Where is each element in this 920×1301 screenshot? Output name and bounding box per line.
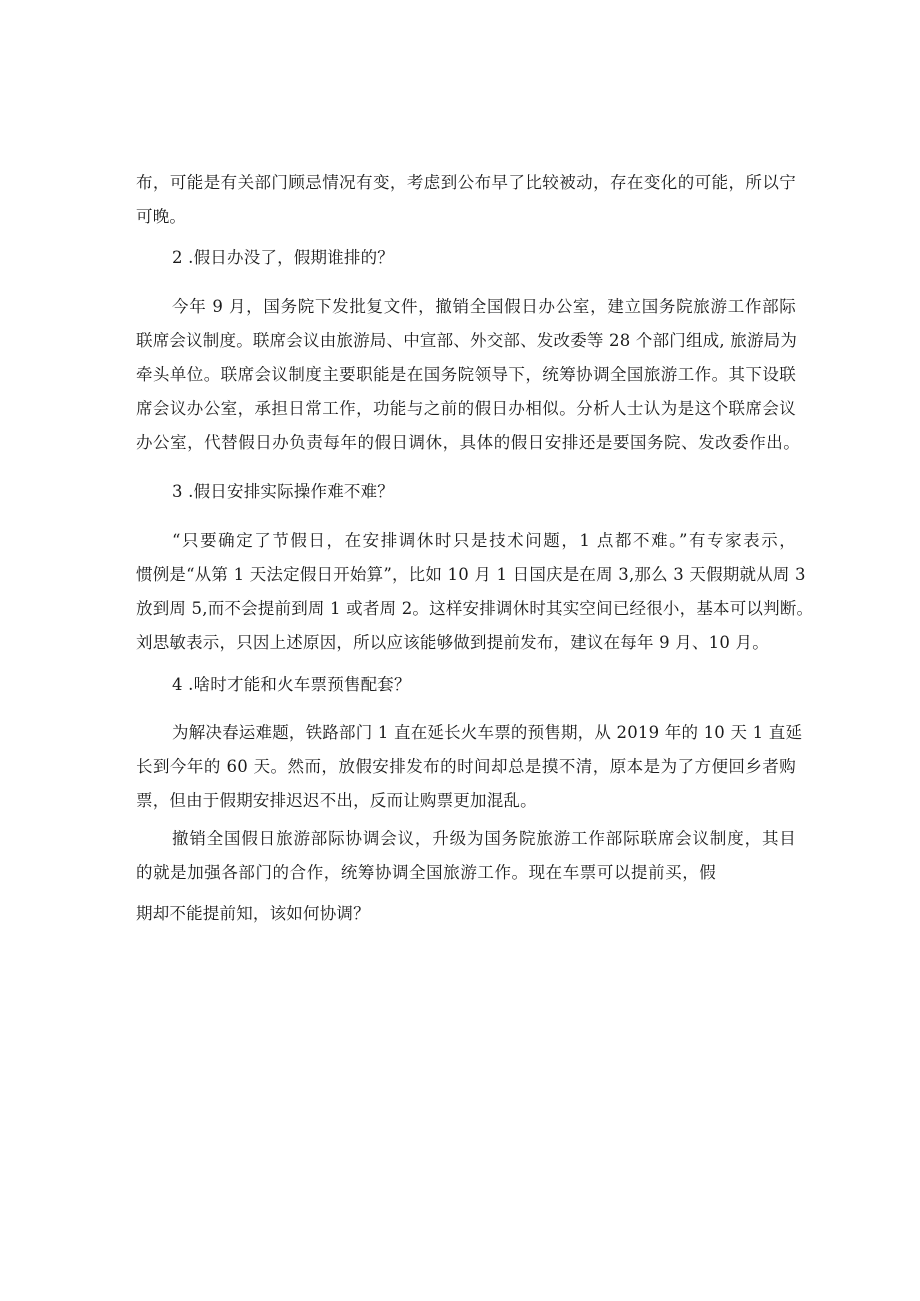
paragraph-3-line-2: 惯例是“从第 1 天法定假日开始算”，比如 10 月 1 日国庆是在周 3,那么 3 天假期就从周 3 <box>136 565 806 584</box>
paragraph-5-line-2: 的就是加强各部门的合作，统筹协调全国旅游工作。现在车票可以提前买，假 <box>136 863 716 882</box>
paragraph-2-line-5: 办公室，代替假日办负责每年的假日调休，具体的假日安排还是要国务院、发改委作出。 <box>136 433 800 452</box>
paragraph-5-line-1: 撤销全国假日旅游部际协调会议，升级为国务院旅游工作部际联席会议制度，其目 <box>172 829 796 848</box>
section-heading-4: 4 .啥时才能和火车票预售配套？ <box>172 675 411 694</box>
section-heading-3: 3 .假日安排实际操作难不难？ <box>172 482 394 501</box>
paragraph-4-line-1: 为解决春运难题，铁路部门 1 直在延长火车票的预售期，从 2019 年的 10 天 1 直延 <box>172 723 803 742</box>
paragraph-1-line-2: 可晚。 <box>136 207 187 226</box>
paragraph-4-line-2: 长到今年的 60 天。然而，放假安排发布的时间却总是摸不清，原本是为了方便回乡者购 <box>136 757 796 776</box>
paragraph-2-line-1: 今年 9 月，国务院下发批复文件，撤销全国假日办公室，建立国务院旅游工作部际 <box>172 297 796 316</box>
paragraph-4-line-3: 票，但由于假期安排迟迟不出，反而让购票更加混乱。 <box>136 791 537 810</box>
paragraph-1-line-1: 布，可能是有关部门顾忌情况有变，考虑到公布早了比较被动，存在变化的可能，所以宁 <box>136 173 796 192</box>
paragraph-5-line-3: 期却不能提前知，该如何协调？ <box>136 904 370 923</box>
paragraph-3-line-4: 刘思敏表示，只因上述原因，所以应该能够做到提前发布，建议在每年 9 月、10 月。 <box>136 633 769 652</box>
paragraph-2-line-2: 联席会议制度。联席会议由旅游局、中宣部、外交部、发改委等 28 个部门组成, 旅游局为 <box>136 331 798 350</box>
paragraph-2-line-3: 牵头单位。联席会议制度主要职能是在国务院领导下，统筹协调全国旅游工作。其下设联 <box>136 365 796 384</box>
section-heading-2: 2 .假日办没了，假期谁排的？ <box>172 248 394 267</box>
paragraph-2-line-4: 席会议办公室，承担日常工作，功能与之前的假日办相似。分析人士认为是这个联席会议 <box>136 399 796 418</box>
paragraph-3-line-1: “只要确定了节假日，在安排调休时只是技术问题，1 点都不难。”有专家表示， <box>172 531 796 550</box>
paragraph-3-line-3: 放到周 5,而不会提前到周 1 或者周 2。这样安排调休时其实空间已经很小，基本可以判断。 <box>136 599 814 618</box>
